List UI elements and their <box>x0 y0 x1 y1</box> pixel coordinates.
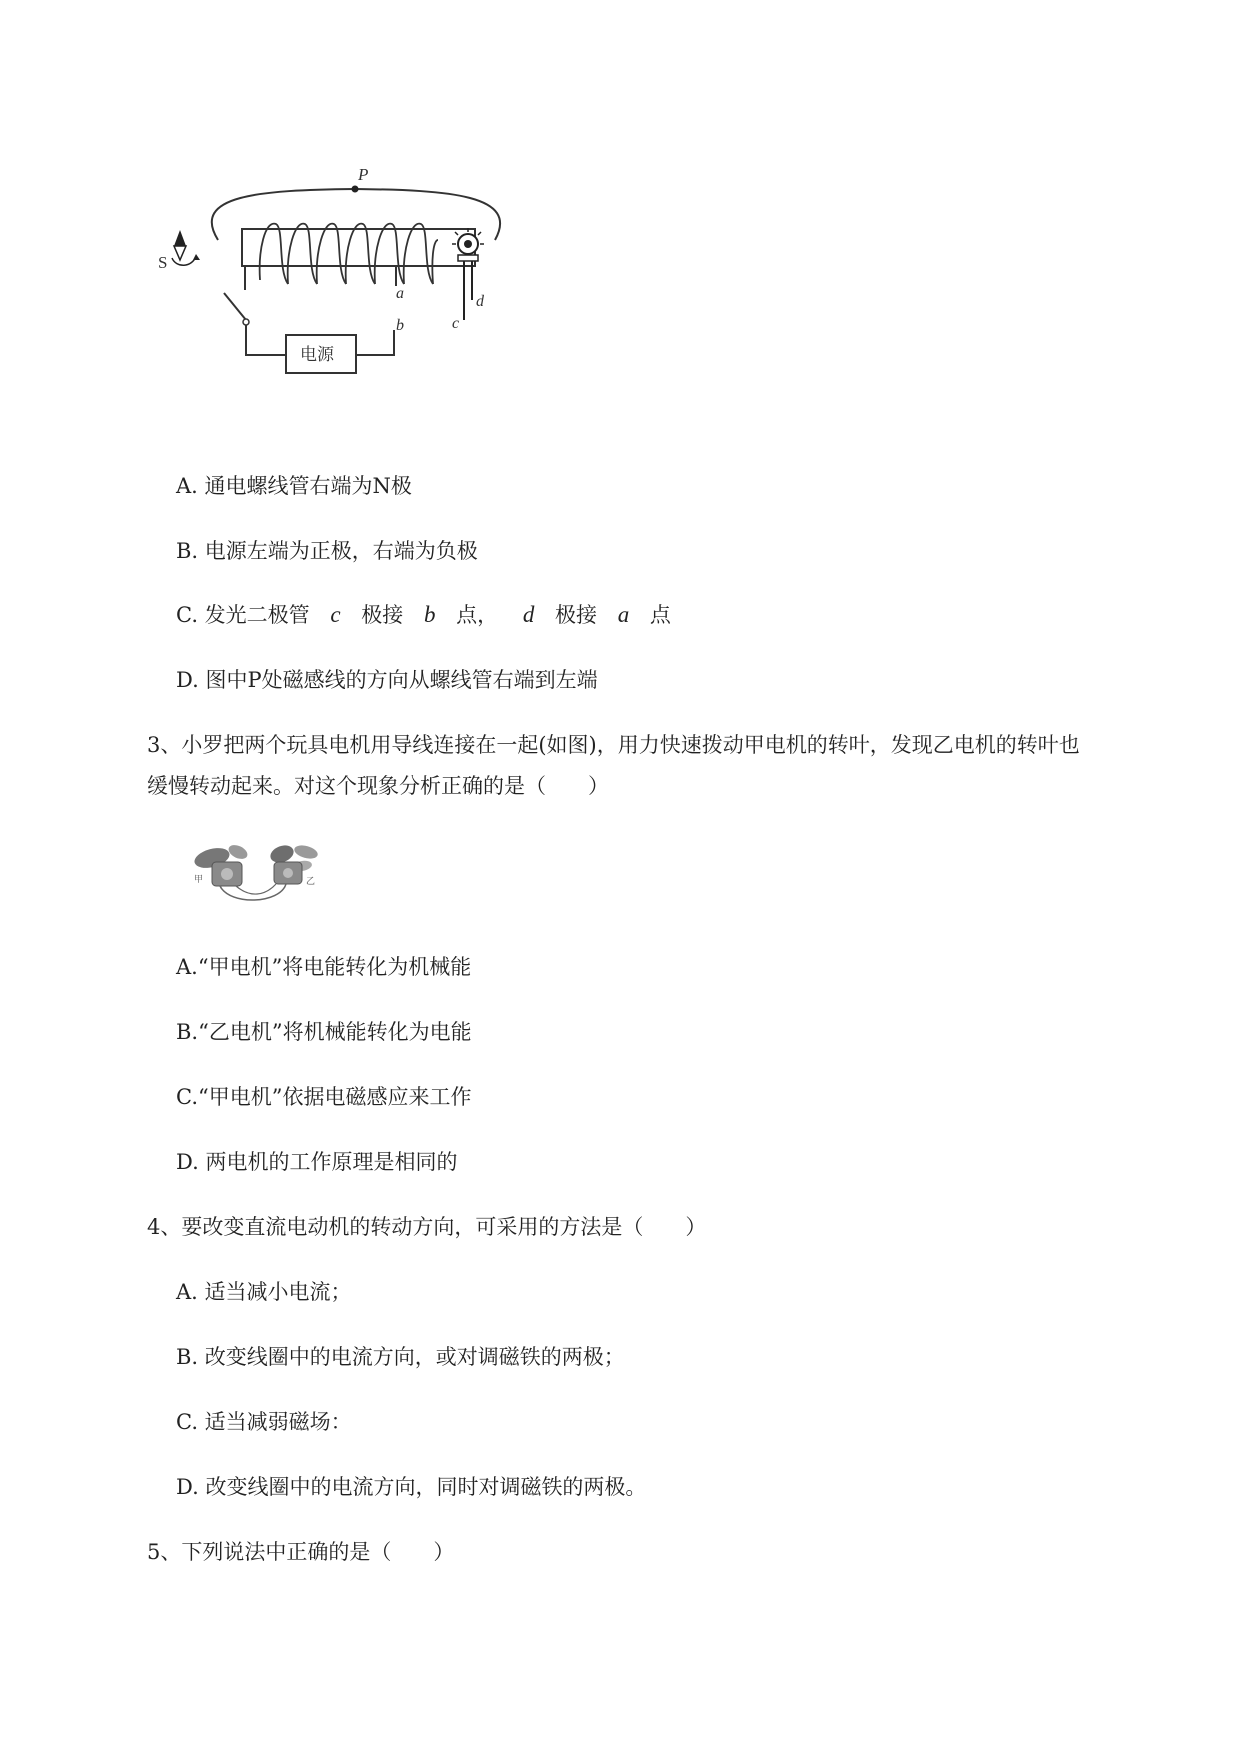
var-a: a <box>617 602 630 627</box>
q4-stem: 4、要改变直流电动机的转动方向，可采用的方法是（ ） <box>147 1215 707 1239</box>
label-b: b <box>396 317 404 334</box>
solenoid-coil <box>260 224 438 284</box>
var-d: d <box>522 602 535 627</box>
var-c: c <box>330 602 341 627</box>
var-b: b <box>423 602 436 627</box>
motor-jia <box>192 842 249 886</box>
q3-option-d: D. 两电机的工作原理是相同的 <box>176 1150 458 1174</box>
q4-option-a: A. 适当减小电流； <box>176 1280 352 1304</box>
label-p: P <box>358 165 369 184</box>
q3-option-b: B.“乙电机”将机械能转化为电能 <box>176 1020 472 1044</box>
label-d: d <box>476 293 484 310</box>
q3-option-c: C.“甲电机”依据电磁感应来工作 <box>176 1085 472 1109</box>
q4-option-c: C. 适当减弱磁场： <box>176 1410 352 1434</box>
q3-stem-line2: 缓慢转动起来。对这个现象分析正确的是（ ） <box>147 774 609 798</box>
motor-yi <box>268 842 319 886</box>
field-line-arc <box>212 189 500 240</box>
q4-option-b: B. 改变线圈中的电流方向，或对调磁铁的两极； <box>176 1345 625 1369</box>
motor-label-yi: 乙 <box>306 876 316 886</box>
q2-option-d: D. 图中P处磁感线的方向从螺线管右端到左端 <box>176 668 598 692</box>
q2-option-c-text4: 点 <box>649 603 671 627</box>
label-c: c <box>452 315 460 332</box>
q2-option-a: A. 通电螺线管右端为N极 <box>176 474 412 498</box>
switch-pivot <box>243 319 249 325</box>
q2-option-c-text1: 极接 <box>361 603 404 627</box>
q5-stem: 5、下列说法中正确的是（ ） <box>147 1540 455 1564</box>
q2-option-c-text2: 点， <box>456 603 499 627</box>
power-source-label: 电源 <box>300 345 334 365</box>
q3-option-a: A.“甲电机”将电能转化为机械能 <box>176 955 472 979</box>
solenoid-circuit-figure <box>150 160 570 425</box>
q2-option-c <box>176 601 671 629</box>
switch-lever <box>224 293 246 320</box>
q2-option-c-text3: 极接 <box>555 603 598 627</box>
point-p <box>352 186 359 193</box>
q3-stem-line1: 3、小罗把两个玩具电机用导线连接在一起(如图)，用力快速拨动甲电机的转叶，发现乙电机的转叶也 <box>147 733 1080 757</box>
motor-label-jia: 甲 <box>194 874 204 884</box>
two-motors-figure <box>190 838 330 910</box>
compass-needle-icon <box>172 230 200 265</box>
solenoid-core <box>242 229 475 266</box>
label-s: S <box>158 253 168 272</box>
q2-option-c-prefix: C. 发光二极管 <box>176 603 310 627</box>
q4-option-d: D. 改变线圈中的电流方向，同时对调磁铁的两极。 <box>176 1475 647 1499</box>
label-a: a <box>396 285 404 302</box>
q2-option-b: B. 电源左端为正极，右端为负极 <box>176 539 478 563</box>
